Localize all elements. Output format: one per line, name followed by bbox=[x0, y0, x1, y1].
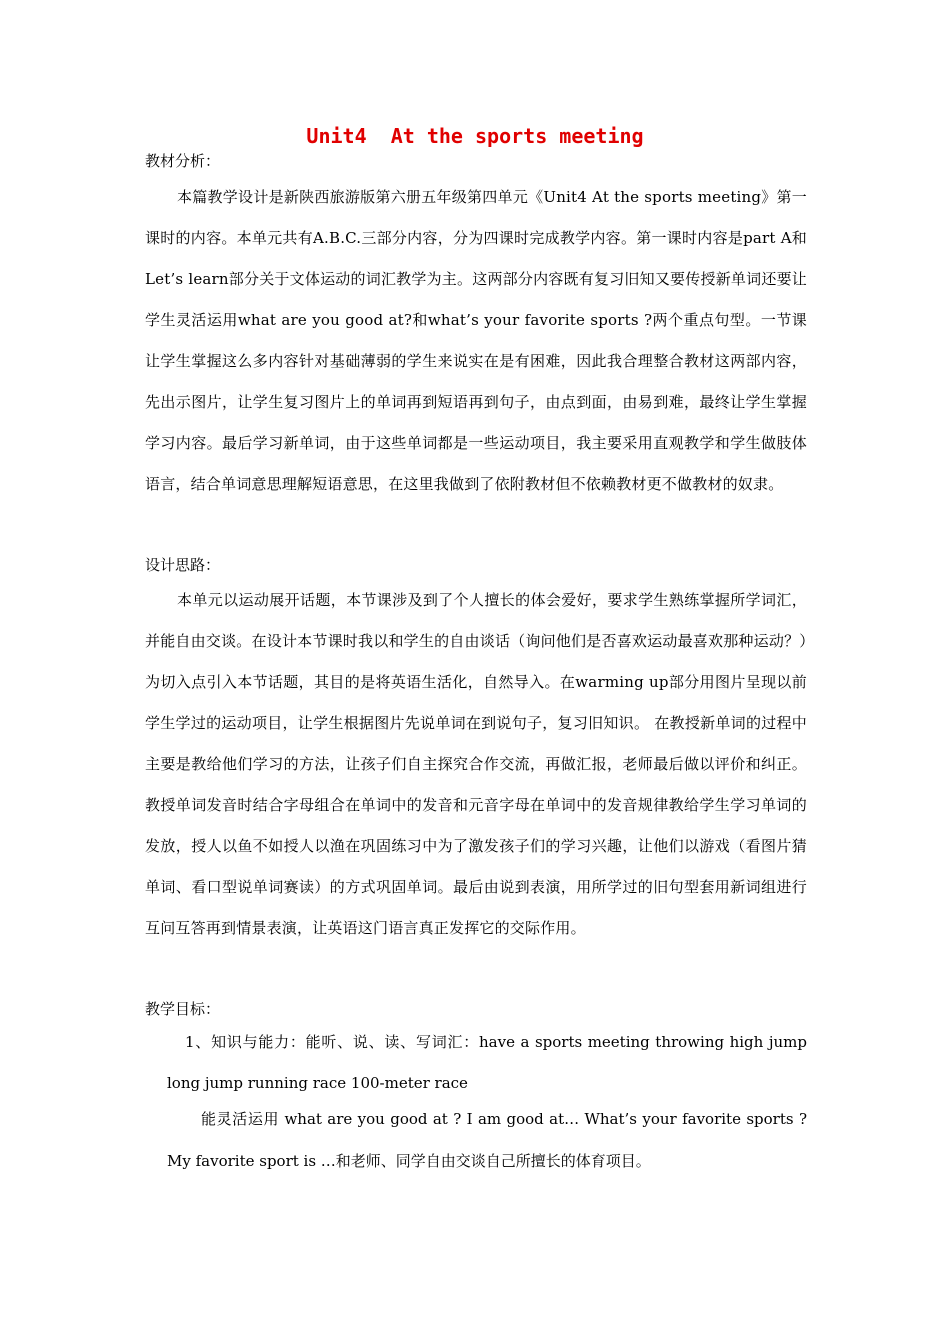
goal-item-knowledge: 1、知识与能力：能听、说、读、写词汇：have a sports meeting throwing high jump long jump running race 100-meter race bbox=[167, 1033, 807, 1092]
paragraph-design-idea: 本单元以运动展开话题，本节课涉及到了个人擅长的体会爱好，要求学生熟练掌握所学词汇，并能自由交谈。在设计本节课时我以和学生的自由谈话（询问他们是否喜欢运动最喜欢那种运动？）为切入点引入本节话题，其目的是将英语生活化，自然导入。在warming up部分用图片呈现以前学生学过的运动项目，让学生根据图片先说单词在到说句子，复习旧知识。 在教授新单词的过程中主要是教给他们学习的方法，让孩子们自主探究合作交流，再做汇报，老师最后做以评价和纠正。教授单词发音时结合字母组合在单词中的发音和元音字母在单词中的发音规律教给学生学习单词的发放，授人以鱼不如授人以渔在巩固练习中为了激发孩子们的学习兴趣，让他们以游戏（看图片猜单词、看口型说单词赛读）的方式巩固单词。最后由说到表演，用所学过的旧句型套用新词组进行互问互答再到情景表演，让英语这门语言真正发挥它的交际作用。 bbox=[145, 591, 807, 937]
paragraph-textbook-analysis: 本篇教学设计是新陕西旅游版第六册五年级第四单元《Unit4 At the sports meeting》第一课时的内容。本单元共有A.B.C.三部分内容，分为四课时完成教学内容。第一课时内容是part A和Let’s learn部分关于文体运动的词汇教学为主。这两部分内容既有复习旧知又要传授新单词还要让学生灵活运用what are you good at?和what’s your favorite sports ?两个重点句型。一节课让学生掌握这么多内容针对基础薄弱的学生来说实在是有困难，因此我合理整合教材这两部内容，先出示图片，让学生复习图片上的单词再到短语再到句子，由点到面，由易到难，最终让学生掌握学习内容。最后学习新单词，由于这些单词都是一些运动项目，我主要采用直观教学和学生做肢体语言，结合单词意思理解短语意思，在这里我做到了依附教材但不依赖教材更不做教材的奴隶。 bbox=[145, 188, 807, 493]
section-heading-textbook-analysis: 教材分析： bbox=[145, 152, 221, 170]
section-heading-design-idea: 设计思路： bbox=[145, 556, 221, 574]
section-heading-teaching-goals: 教学目标： bbox=[145, 1000, 221, 1018]
document-title: Unit4 At the sports meeting bbox=[306, 124, 644, 148]
goal-item-usage: 能灵活运用 what are you good at ? I am good at… What’s your favorite sports ? My favorite sport is …和老师、同学自由交谈自己所擅长的体育项目。 bbox=[167, 1110, 807, 1170]
